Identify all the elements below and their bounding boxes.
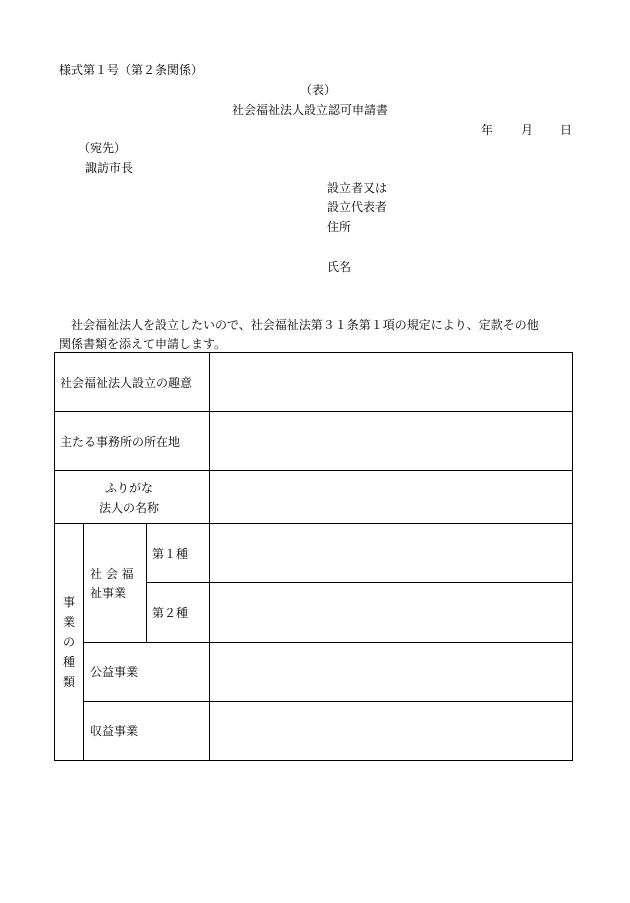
social-welfare-label-line1: 社 会 福 — [90, 567, 134, 581]
date-day: 日 — [560, 123, 573, 137]
public-interest-label: 公益事業 — [90, 665, 139, 679]
front-label: （表） — [300, 83, 337, 97]
addressee: 諏訪市長 — [85, 161, 134, 175]
applicant-line2: 設立代表者 — [327, 200, 388, 214]
type1-label: 第１種 — [152, 547, 189, 561]
profit-business-label: 収益事業 — [90, 724, 139, 738]
table-border-bottom — [54, 760, 573, 761]
public-interest-value-cell[interactable] — [210, 643, 572, 701]
business-type-char: 類 — [62, 675, 75, 689]
furigana-label: ふりがな — [105, 481, 154, 495]
corp-name-value-cell[interactable] — [210, 471, 572, 523]
table-column-divider — [83, 523, 84, 761]
profit-business-value-cell[interactable] — [210, 702, 572, 760]
table-border-left — [54, 352, 55, 761]
applicant-name-label: 氏名 — [327, 260, 352, 274]
page-title: 社会福祉法人設立認可申請書 — [232, 103, 389, 117]
business-type-char: 事 — [62, 595, 75, 609]
social-welfare-label-line2: 祉事業 — [90, 586, 127, 600]
business-type-label — [62, 592, 76, 692]
business-type-char: の — [62, 635, 75, 649]
purpose-label: 社会福祉法人設立の趣意 — [60, 376, 193, 390]
applicant-line1: 設立者又は — [327, 181, 388, 195]
table-border-right — [572, 352, 573, 761]
corp-name-label: 法人の名称 — [99, 501, 160, 515]
office-location-value-cell[interactable] — [210, 412, 572, 470]
table-column-divider — [146, 523, 147, 642]
applicant-address-label: 住所 — [327, 220, 352, 234]
date-month: 月 — [521, 123, 534, 137]
business-type-char: 業 — [62, 615, 75, 629]
office-location-label: 主たる事務所の所在地 — [60, 435, 181, 449]
date-year: 年 — [481, 123, 494, 137]
body-text-line1: 社会福祉法人を設立したいので、社会福祉法第３１条第１項の規定により、定款その他 — [71, 318, 539, 332]
addressee-label: （宛先） — [78, 141, 127, 155]
type1-value-cell[interactable] — [210, 524, 572, 582]
business-type-char: 種 — [62, 655, 75, 669]
body-text-line2: 関係書類を添えて申請します。 — [59, 337, 227, 351]
form-number: 様式第１号（第２条関係） — [59, 63, 204, 77]
type2-label: 第２種 — [152, 606, 189, 620]
type2-value-cell[interactable] — [210, 583, 572, 642]
purpose-value-cell[interactable] — [210, 353, 572, 411]
